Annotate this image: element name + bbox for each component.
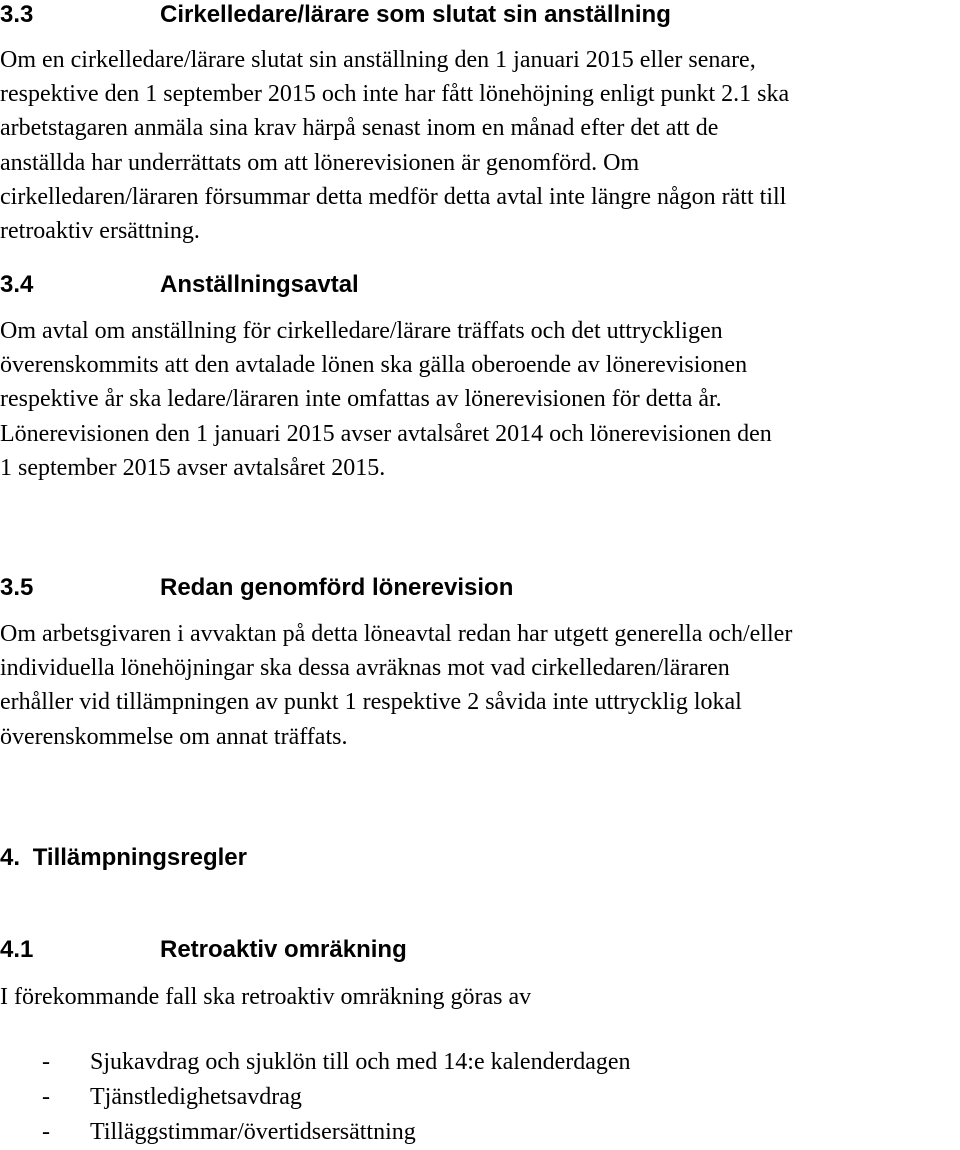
section-number: 4. (0, 844, 21, 871)
section-number: 3.3 (0, 1, 34, 28)
text-line: individuella lönehöjningar ska dessa avräknas mot vad cirkelledaren/läraren (0, 655, 730, 682)
text-line: I förekommande fall ska retroaktiv omräkning göras av (0, 984, 532, 1010)
list-dash: - (42, 1084, 50, 1110)
section-title: Cirkelledare/lärare som slutat sin anställning (160, 1, 671, 28)
section-title: Redan genomförd lönerevision (160, 574, 514, 601)
paragraph-3-3 (0, 43, 789, 248)
text-line: cirkelledaren/läraren försummar detta medför detta avtal inte längre någon rätt till (0, 183, 787, 210)
text-line: Om arbetsgivaren i avvaktan på detta löneavtal redan har utgett generella och/eller (0, 621, 793, 647)
paragraph-4-1 (0, 980, 531, 1014)
text-line: erhåller vid tillämpningen av punkt 1 respektive 2 såvida inte uttrycklig lokal (0, 689, 742, 716)
paragraph-3-5 (0, 617, 792, 754)
section-number: 3.5 (0, 574, 34, 601)
text-line: Om avtal om anställning för cirkelledare/lärare träffats och det uttryckligen (0, 318, 723, 344)
text-line: respektive den 1 september 2015 och inte har fått lönehöjning enligt punkt 2.1 ska (0, 81, 790, 108)
text-line: respektive år ska ledare/läraren inte omfattas av lönerevisionen för detta år. (0, 386, 722, 413)
section-number: 4.1 (0, 936, 34, 963)
section-title: Tillämpningsregler (32, 844, 247, 871)
list-dash: - (42, 1049, 50, 1075)
text-line: överenskommits att den avtalade lönen ska gälla oberoende av lönerevisionen (0, 352, 748, 379)
heading-4 (0, 843, 247, 873)
list-item-text: Tilläggstimmar/övertidsersättning (90, 1119, 416, 1145)
section-number: 3.4 (0, 271, 34, 298)
section-title: Anställningsavtal (160, 271, 359, 298)
text-line: överenskommelse om annat träffats. (0, 723, 348, 750)
text-line: 1 september 2015 avser avtalsåret 2015. (0, 454, 386, 481)
text-line: Om en cirkelledare/lärare slutat sin anställning den 1 januari 2015 eller senare, (0, 47, 756, 73)
paragraph-3-4 (0, 314, 772, 485)
list-dash: - (42, 1119, 50, 1145)
text-line: arbetstagaren anmäla sina krav härpå senast inom en månad efter det att de (0, 115, 719, 142)
text-line: retroaktiv ersättning. (0, 218, 200, 245)
list-item-text: Sjukavdrag och sjuklön till och med 14:e kalenderdagen (90, 1049, 631, 1075)
text-line: anställda har underrättats om att lönerevisionen är genomförd. Om (0, 149, 640, 176)
section-title: Retroaktiv omräkning (160, 936, 407, 963)
list-item-text: Tjänstledighetsavdrag (90, 1084, 302, 1110)
text-line: Lönerevisionen den 1 januari 2015 avser avtalsåret 2014 och lönerevisionen den (0, 420, 772, 447)
